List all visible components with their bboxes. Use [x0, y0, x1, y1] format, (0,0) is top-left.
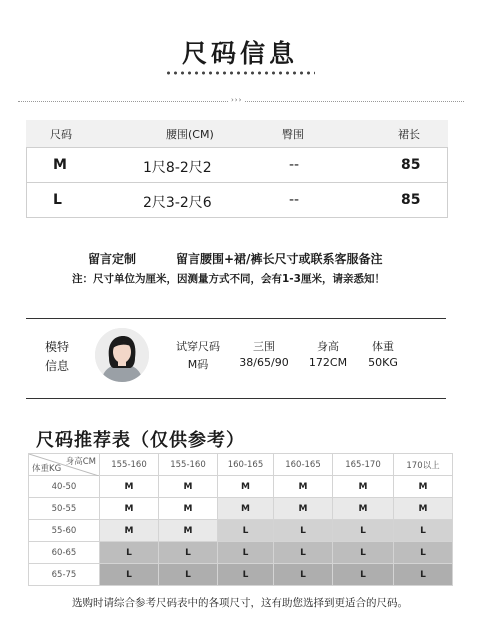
size-cell: L: [100, 542, 159, 564]
weight-cell: 55-60: [29, 520, 100, 542]
corner-cell: [29, 454, 100, 476]
model-top-border: [26, 318, 446, 319]
height-header: 160-165: [274, 454, 333, 476]
weight-cell: 40-50: [29, 476, 100, 498]
size-cell: L: [394, 520, 453, 542]
size-cell: L: [159, 564, 218, 586]
header-length: 裙长: [398, 128, 420, 141]
measure-note: 注：尺寸单位为厘米，因测量方式不同，会有1-3厘米，请亲悉知！: [72, 273, 385, 285]
header-size: 尺码: [50, 128, 72, 141]
length-cell: 85: [401, 192, 421, 208]
height-header: 165-170: [333, 454, 394, 476]
size-cell: M: [159, 520, 218, 542]
size-cell: M: [218, 498, 274, 520]
model-field-value: 172CM: [308, 356, 348, 369]
hip-cell: --: [289, 157, 300, 173]
size-cell: M: [100, 476, 159, 498]
table-header-row: [29, 454, 453, 476]
table-row: [29, 542, 453, 564]
custom-label: 留言定制: [88, 252, 137, 266]
height-header: 160-165: [218, 454, 274, 476]
table-row: [29, 476, 453, 498]
table-row: [27, 148, 447, 183]
model-field-value: M码: [187, 358, 209, 371]
corner-weight-label: 体重KG: [32, 464, 62, 474]
weight-cell: 65-75: [29, 564, 100, 586]
height-header: 155-160: [100, 454, 159, 476]
size-cell: M: [274, 498, 333, 520]
size-cell: M: [333, 476, 394, 498]
size-cell: M: [218, 476, 274, 498]
model-label: 信息: [45, 359, 70, 373]
size-cell: L: [218, 564, 274, 586]
size-cell: M: [159, 476, 218, 498]
recommend-title: 尺码推荐表（仅供参考）: [36, 430, 245, 451]
model-field-value: 50KG: [368, 356, 398, 369]
model-portrait-icon: [95, 328, 149, 382]
size-cell: L: [274, 564, 333, 586]
chevrons-icon: ›››: [228, 96, 245, 104]
avatar: [95, 328, 149, 382]
size-cell: L: [100, 564, 159, 586]
waist-cell: 1尺8-2尺2: [143, 160, 212, 176]
header-hip: 臀围: [282, 128, 304, 141]
page-title: 尺码信息: [181, 39, 298, 68]
weight-cell: 60-65: [29, 542, 100, 564]
height-header: 170以上: [394, 454, 453, 476]
model-field-label: 身高: [317, 340, 339, 353]
size-cell: M: [100, 520, 159, 542]
size-cell: M: [333, 498, 394, 520]
weight-cell: 50-55: [29, 498, 100, 520]
size-cell: M: [53, 157, 67, 173]
size-cell: L: [333, 542, 394, 564]
footer-note: 选购时请综合参考尺码表中的各项尺寸，这有助您选择到更适合的尺码。: [72, 597, 408, 609]
model-field-label: 试穿尺码: [176, 340, 220, 353]
hip-cell: --: [289, 192, 300, 208]
header-waist: 腰围(CM): [166, 128, 214, 141]
size-cell: L: [333, 520, 394, 542]
length-cell: 85: [401, 157, 421, 173]
size-cell: L: [274, 520, 333, 542]
corner-height-label: 身高CM: [65, 457, 96, 467]
model-bottom-border: [26, 398, 446, 399]
height-header: 155-160: [159, 454, 218, 476]
size-cell: L: [159, 542, 218, 564]
size-cell: M: [100, 498, 159, 520]
waist-cell: 2尺3-2尺6: [143, 195, 212, 211]
title-dots-decoration: [165, 71, 315, 75]
size-cell: M: [159, 498, 218, 520]
size-cell: M: [394, 476, 453, 498]
size-cell: M: [274, 476, 333, 498]
size-cell: L: [394, 542, 453, 564]
model-field-label: 三围: [253, 340, 275, 353]
table-row: [29, 498, 453, 520]
model-field-value: 38/65/90: [239, 356, 289, 369]
size-cell: L: [218, 542, 274, 564]
size-cell: L: [274, 542, 333, 564]
model-field-label: 体重: [372, 340, 394, 353]
size-cell: L: [218, 520, 274, 542]
size-table-body: [26, 147, 448, 218]
table-row: [29, 520, 453, 542]
size-cell: L: [394, 564, 453, 586]
custom-text: 留言腰围+裙/裤长尺寸或联系客服备注: [176, 252, 383, 266]
size-table-header: [26, 120, 448, 147]
size-cell: L: [333, 564, 394, 586]
model-label: 模特: [45, 340, 70, 354]
table-row: [27, 183, 447, 217]
table-row: [29, 564, 453, 586]
size-cell: M: [394, 498, 453, 520]
recommend-table: [28, 453, 453, 586]
size-cell: L: [53, 192, 62, 208]
